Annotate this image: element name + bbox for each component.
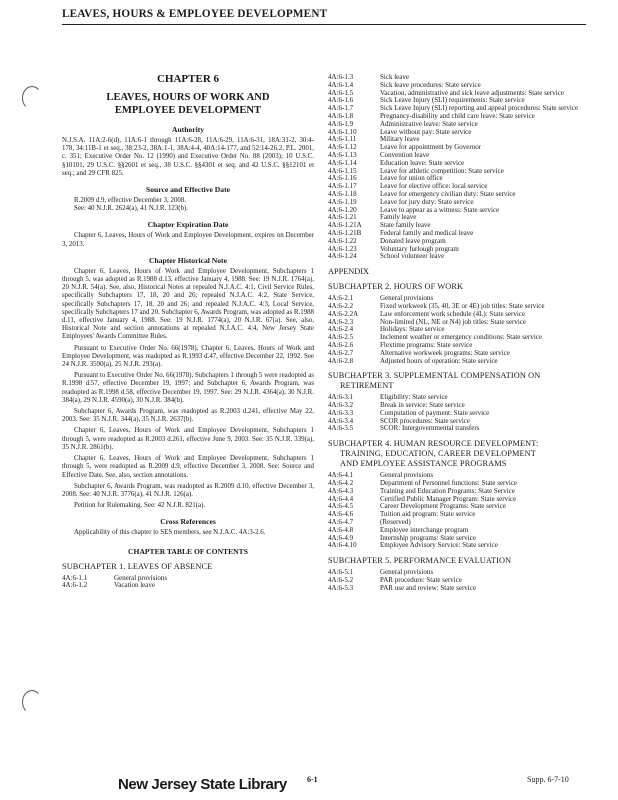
subchapter-2-heading: SUBCHAPTER 2. HOURS OF WORK xyxy=(328,282,464,292)
toc-entry xyxy=(62,582,314,590)
toc-entry xyxy=(328,144,586,152)
toc-section-title: Military leave xyxy=(380,135,420,144)
toc-section-number: 4A:6-1.20 xyxy=(328,205,357,214)
toc-entry xyxy=(62,575,314,583)
toc-section-title: Leave for athletic competition: State service xyxy=(380,166,504,175)
subchapter-5-list xyxy=(328,569,586,592)
toc-entry xyxy=(328,358,586,366)
toc-section-title: Sick Leave Injury (SLI) reporting and appeal procedures: State service xyxy=(380,104,579,113)
toc-section-title: Leave for union office xyxy=(380,174,443,183)
toc-entry xyxy=(328,168,586,176)
toc-section-number: 4A:6-2.8 xyxy=(328,356,354,365)
toc-section-title: Training and Education Programs: State Service xyxy=(380,486,515,495)
subchapter-3-heading-line2: RETIREMENT xyxy=(340,381,394,391)
page-number: 6-1 xyxy=(307,775,318,784)
toc-section-title: Voluntary furlough program xyxy=(380,244,459,253)
toc-section-number: 4A:6-4.8 xyxy=(328,525,354,534)
cross-references-text: Applicability of this chapter to SES members, see N.J.A.C. 4A:3-2.6. xyxy=(74,529,266,537)
toc-section-number: 4A:6-4.5 xyxy=(328,502,354,511)
toc-section-number: 4A:6-3.2 xyxy=(328,401,354,410)
toc-section-title: Break in service: State service xyxy=(380,401,465,410)
toc-section-number: 4A:6-4.6 xyxy=(328,510,354,519)
toc-section-title: General provisions xyxy=(380,471,434,480)
toc-section-title: Leave for elective office: local service xyxy=(380,182,488,191)
supplement-date: Supp. 6-7-10 xyxy=(527,775,569,784)
toc-section-number: 4A:6-1.2 xyxy=(62,581,88,590)
toc-section-title: SCOR: Intergovernmental transfers xyxy=(380,424,480,433)
toc-section-number: 4A:6-3.1 xyxy=(328,393,354,402)
chapter-number: CHAPTER 6 xyxy=(156,73,220,85)
toc-section-number: 4A:6-5.1 xyxy=(328,568,354,577)
left-column xyxy=(62,68,314,596)
toc-section-title: PAR use and review: State service xyxy=(380,583,476,592)
toc-section-number: 4A:6-1.15 xyxy=(328,166,357,175)
toc-section-title: Vacation leave xyxy=(114,581,156,590)
toc-section-number: 4A:6-5.3 xyxy=(328,583,354,592)
toc-entry xyxy=(328,585,586,593)
toc-section-title: Flextime programs: State service xyxy=(380,340,473,349)
toc-section-number: 4A:6-1.22 xyxy=(328,236,357,245)
subchapter-2-list xyxy=(328,295,586,365)
toc-section-number: 4A:6-4.2 xyxy=(328,479,354,488)
toc-section-title: SCOR procedures: State service xyxy=(380,416,471,425)
toc-section-title: Leave for emergency civilian duty: State service xyxy=(380,189,516,198)
appendix-label: APPENDIX xyxy=(328,267,370,277)
toc-entry xyxy=(328,425,586,433)
toc-section-number: 4A:6-1.8 xyxy=(328,111,354,120)
toc-section-number: 4A:6-1.16 xyxy=(328,174,357,183)
toc-section-title: Employee Advisory Service: State service xyxy=(380,541,498,550)
toc-section-number: 4A:6-4.3 xyxy=(328,486,354,495)
toc-section-number: 4A:6-1.21B xyxy=(328,228,362,237)
toc-section-title: School volunteer leave xyxy=(380,252,445,261)
toc-section-title: Family leave xyxy=(380,213,417,222)
toc-section-title: Computation of payment: State service xyxy=(380,408,490,417)
subchapter-1-list-cont xyxy=(328,74,586,261)
toc-section-number: 4A:6-1.19 xyxy=(328,197,357,206)
toc-section-number: 4A:6-4.10 xyxy=(328,541,357,550)
toc-section-title: Sick leave xyxy=(380,73,409,81)
toc-section-title: Law enforcement work schedule (4L): State service xyxy=(380,309,525,318)
toc-section-number: 4A:6-3.5 xyxy=(328,424,354,433)
toc-entry xyxy=(328,319,586,327)
toc-entry xyxy=(328,129,586,137)
toc-section-number: 4A:6-1.7 xyxy=(328,104,354,113)
toc-section-title: Leave to appear as a witness: State service xyxy=(380,205,500,214)
toc-section-number: 4A:6-1.1 xyxy=(62,573,88,582)
toc-section-title: PAR procedure: State service xyxy=(380,576,462,585)
authority-text: N.J.S.A. 11A:2-6(d), 11A:6-1 through 11A:6-28, 11A:6-29, 11A:6-31, 18A:31-2, 30:4-178, 34:11B-1 et seq., 38:23-2, 38A:1-1, 38A:4-4, 40A:14-177, and 52:14-26.2, P.L. 2001, c. 351; Executive Order No. 12 (1990) and Executive Order No. 88 (2003); 10 U.S.C. §10101, 29 U.S.C. §§2601 et seq., 38 U.S.C. §§4301 et seq. and 42 U.S.C. §§12101 et seq.; and 29 CFR 825. xyxy=(62,137,314,177)
toc-section-title: Department of Personnel functions: State service xyxy=(380,479,518,488)
toc-section-title: Pregnancy-disability and child care leave: State service xyxy=(380,111,535,120)
toc-section-title: General provisions xyxy=(380,294,434,303)
toc-section-number: 4A:6-1.9 xyxy=(328,119,354,128)
history-paragraph: Subchapter 6, Awards Program, was readopted as R.2003 d.241, effective May 22, 2003. See: 35 N.J.R. 344(a), 35 N.J.R. 2637(b). xyxy=(62,408,314,424)
subchapter-4-list xyxy=(328,472,586,550)
expiration-heading: Chapter Expiration Date xyxy=(147,220,229,230)
toc-section-title: Education leave: State service xyxy=(380,158,465,167)
toc-section-number: 4A:6-3.4 xyxy=(328,416,354,425)
toc-section-number: 4A:6-2.4 xyxy=(328,325,354,334)
toc-section-number: 4A:6-2.1 xyxy=(328,294,354,303)
toc-section-title: Administrative leave: State service xyxy=(380,119,478,128)
toc-section-title: Career Development Programs: State service xyxy=(380,502,506,511)
toc-section-title: (Reserved) xyxy=(380,518,411,527)
toc-section-number: 4A:6-1.18 xyxy=(328,189,357,198)
toc-section-title: Inclement weather or emergency conditions: State service xyxy=(380,333,542,342)
toc-section-number: 4A:6-2.3 xyxy=(328,317,354,326)
toc-section-number: 4A:6-1.4 xyxy=(328,80,354,89)
toc-section-title: Tuition aid program: State service xyxy=(380,510,476,519)
chapter-title-line2: EMPLOYEE DEVELOPMENT xyxy=(114,105,262,116)
toc-section-number: 4A:6-1.21A xyxy=(328,221,362,230)
toc-section-title: Eligibility: State service xyxy=(380,393,448,402)
toc-section-title: Leave without pay: State service xyxy=(380,127,472,136)
toc-section-title: Alternative workweek programs: State service xyxy=(380,348,510,357)
toc-section-number: 4A:6-2.2A xyxy=(328,309,359,318)
history-heading: Chapter Historical Note xyxy=(149,255,227,265)
toc-section-title: Leave for appointment by Governor xyxy=(380,143,482,152)
subchapter-3-heading-line1: SUBCHAPTER 3. SUPPLEMENTAL COMPENSATION ON xyxy=(328,371,541,381)
toc-section-title: Leave for jury duty: State service xyxy=(380,197,474,206)
subchapter-4-heading-line1: SUBCHAPTER 4. HUMAN RESOURCE DEVELOPMENT: xyxy=(328,439,539,449)
source-line1: R.2009 d.9, effective December 3, 2008. xyxy=(74,197,187,205)
history-paragraph: Pursuant to Executive Order No. 66(1978), Chapter 6, Leaves, Hours of Work and Employee Development, was readopted as R.1993 d.47, effective December 22, 1992. See 24 N.J.R. 3590(a), 25 N.J.R. 293(a). xyxy=(62,344,314,369)
toc-section-number: 4A:6-4.9 xyxy=(328,533,354,542)
toc-entry xyxy=(328,511,586,519)
toc-section-number: 4A:6-2.5 xyxy=(328,333,354,342)
toc-section-number: 4A:6-1.13 xyxy=(328,150,357,159)
toc-section-title: Sick Leave Injury (SLI) requirements: State service xyxy=(380,96,525,105)
history-paragraph: Chapter 6, Leaves, Hours of Work and Employee Development, Subchapters 1 through 5, were readopted as R.2009 d.9, effective December 3, 2008. See: Source and Effective Date. See, also, section annotations. xyxy=(62,455,314,479)
history-paragraph: Subchapter 6, Awards Program, was readopted as R.2009 d.10, effective December 3, 2008. See: 40 N.J.R. 3776(a), 41 N.J.R. 126(a). xyxy=(62,482,314,498)
toc-section-title: State family leave xyxy=(380,221,431,230)
toc-section-title: Fixed workweek (35, 40, 3E or 4E) job titles: State service xyxy=(380,301,545,310)
toc-entry xyxy=(328,207,586,215)
right-column xyxy=(328,68,586,599)
history-paragraph: Pursuant to Executive Order No. 66(1978), Subchapters 1 through 5 were readopted as R.1998 d.57, effective December 19, 1997; and Subchapter 6, Awards Program, was readopted as R.1998 d.58, effective December 19, 1997. See: 29 N.J.R. 4364(a), 30 N.J.R. 384(a), 29 N.J.R. 4590(a), 30 N.J.R. 384(b). xyxy=(62,372,314,404)
subchapter-1-list-start xyxy=(62,575,314,591)
source-line2: See: 40 N.J.R. 2624(a), 41 N.J.R. 123(b). xyxy=(74,205,189,213)
toc-section-title: Convention leave xyxy=(380,150,430,159)
running-head: LEAVES, HOURS & EMPLOYEE DEVELOPMENT xyxy=(62,8,328,20)
toc-heading: CHAPTER TABLE OF CONTENTS xyxy=(128,546,248,556)
subchapter-3-list xyxy=(328,394,586,433)
subchapter-4-heading-line2: TRAINING, EDUCATION, CAREER DEVELOPMENT xyxy=(340,449,536,459)
toc-section-number: 4A:6-1.3 xyxy=(328,73,354,81)
toc-section-title: Internship programs: State service xyxy=(380,533,476,542)
toc-section-number: 4A:6-1.24 xyxy=(328,252,357,261)
expiration-text: Chapter 6, Leaves, Hours of Work and Employee Development, expires on December 3, 2013. xyxy=(62,232,314,248)
toc-section-title: Non-limited (NL, NE or N4) job titles: State service xyxy=(380,317,526,326)
history-paragraph: Chapter 6, Leaves, Hours of Work and Employee Development, Subchapters 1 through 5, were readopted as R.2003 d.261, effective June 9, 2003. See: 35 N.J.R. 339(a), 35 N.J.R. 2861(b). xyxy=(62,427,314,451)
toc-section-number: 4A:6-5.2 xyxy=(328,576,354,585)
history-paragraph: Chapter 6, Leaves, Hours of Work and Employee Development, Subchapters 1 through 5, was adopted as R.1988 d.13, effective January 4, 1988. See: 19 N.J.R. 1764(a), 20 N.J.R. 54(a). See, also, Historical Notes at repealed N.J.A.C. 4:1, Civil Service Rules, specifically Subchapters 17, 18, 20 and 26; repealed N.J.A.C. 4:2, State Service, specifically Subchapters 17, 18, 20 and 26; and repealed N.J.A.C. 4:3, Local Service, specifically Subchapters 17 and 20. Subchapter 6, Awards Program, was adopted as R.1988 d.11, effective January 4, 1988. See: 19 N.J.R. 1774(a), 20 N.J.R. 67(a). See, also, Historical Note and section annotations at repealed N.J.A.C. 4:4, New Jersey State Employees' Awards Committee Rules. xyxy=(62,267,314,341)
toc-section-number: 4A:6-4.4 xyxy=(328,494,354,503)
toc-section-number: 4A:6-4.1 xyxy=(328,471,354,480)
toc-section-number: 4A:6-2.6 xyxy=(328,340,354,349)
history-paragraph: Petition for Rulemaking. See: 42 N.J.R. 821(a). xyxy=(74,502,206,510)
cross-references-heading: Cross References xyxy=(160,517,216,527)
toc-section-title: Holidays: State service xyxy=(380,325,445,334)
toc-entry xyxy=(328,246,586,254)
history-paragraphs xyxy=(62,268,314,510)
header-rule xyxy=(62,24,586,25)
toc-section-title: General provisions xyxy=(114,573,168,582)
toc-section-title: Sick leave procedures: State service xyxy=(380,80,481,89)
toc-section-title: Adjusted hours of operation: State service xyxy=(380,356,498,365)
toc-section-title: Vacation, administrative and sick leave adjustments: State service xyxy=(380,88,564,97)
toc-entry xyxy=(328,253,586,261)
toc-entry xyxy=(328,230,586,238)
toc-section-number: 4A:6-1.6 xyxy=(328,96,354,105)
toc-section-number: 4A:6-2.7 xyxy=(328,348,354,357)
subchapter-4-heading xyxy=(328,439,586,469)
library-logo-text: New Jersey State Library xyxy=(118,776,287,793)
toc-section-number: 4A:6-1.14 xyxy=(328,158,357,167)
toc-section-number: 4A:6-1.21 xyxy=(328,213,357,222)
chapter-title-line1: LEAVES, HOURS OF WORK AND xyxy=(106,92,270,103)
toc-section-number: 4A:6-1.17 xyxy=(328,182,357,191)
toc-section-number: 4A:6-1.5 xyxy=(328,88,354,97)
subchapter-5-heading: SUBCHAPTER 5. PERFORMANCE EVALUATION xyxy=(328,556,512,566)
toc-section-title: Employee interchange program xyxy=(380,525,469,534)
toc-section-title: Certified Public Manager Program: State service xyxy=(380,494,517,503)
toc-section-title: Donated leave program xyxy=(380,236,446,245)
toc-section-number: 4A:6-1.11 xyxy=(328,135,357,144)
toc-section-number: 4A:6-4.7 xyxy=(328,518,354,527)
subchapter-4-heading-line3: AND EMPLOYEE ASSISTANCE PROGRAMS xyxy=(340,459,507,469)
toc-entry xyxy=(328,214,586,222)
source-heading: Source and Effective Date xyxy=(145,185,230,195)
subchapter-1-heading: SUBCHAPTER 1. LEAVES OF ABSENCE xyxy=(62,561,213,571)
subchapter-3-heading xyxy=(328,371,586,391)
toc-section-number: 4A:6-1.12 xyxy=(328,143,357,152)
toc-section-number: 4A:6-1.10 xyxy=(328,127,357,136)
toc-entry xyxy=(328,542,586,550)
toc-section-number: 4A:6-2.2 xyxy=(328,301,354,310)
toc-section-number: 4A:6-1.23 xyxy=(328,244,357,253)
toc-section-title: Federal family and medical leave xyxy=(380,228,474,237)
toc-section-title: General provisions xyxy=(380,568,434,577)
authority-heading: Authority xyxy=(171,125,205,134)
toc-section-number: 4A:6-3.3 xyxy=(328,408,354,417)
chapter-title xyxy=(62,91,314,117)
